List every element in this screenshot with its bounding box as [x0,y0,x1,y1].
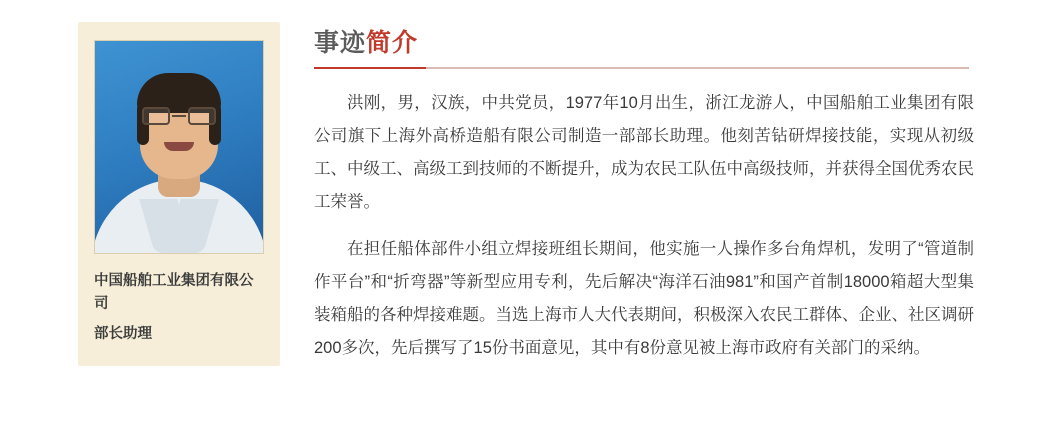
photo-mouth [164,142,194,151]
profile-position: 部长助理 [94,325,152,342]
heading-divider [314,67,969,69]
page-title [314,28,1006,58]
page-title-accent: 简介 [366,29,419,57]
page-title-primary: 事迹 [314,29,367,57]
portrait-photo [94,40,264,254]
body-paragraph-1: 洪刚，男，汉族，中共党员，1977年10月出生，浙江龙游人，中国船舶工业集团有限公司旗下上海外高桥造船有限公司制造一部部长助理。他刻苦钻研焊接技能，实现从初级工、中级工、高级工到技师的不断提升，成为农民工队伍中高级技师，并获得全国优秀农民工荣誉。 [314,94,974,211]
glasses-icon [142,107,216,127]
profile-card [78,22,280,366]
profile-organization: 中国船舶工业集团有限公司 [94,273,254,313]
body-paragraph-2: 在担任船体部件小组立焊接班组长期间，他实施一人操作多台角焊机，发明了“管道制作平台”和“折弯器”等新型应用专利，先后解决“海洋石油981”和国产首制18000箱超大型集装箱船的各种焊接难题。当选上海市人大代表期间，积极深入农民工群体、企业、社区调研200多次，先后撰写了15份书面意见，其中有8份意见被上海市政府有关部门的采纳。 [314,240,974,357]
glasses-bridge [172,115,186,117]
glasses-lens-left [142,107,170,125]
content-area [280,0,1048,379]
glasses-lens-right [188,107,216,125]
